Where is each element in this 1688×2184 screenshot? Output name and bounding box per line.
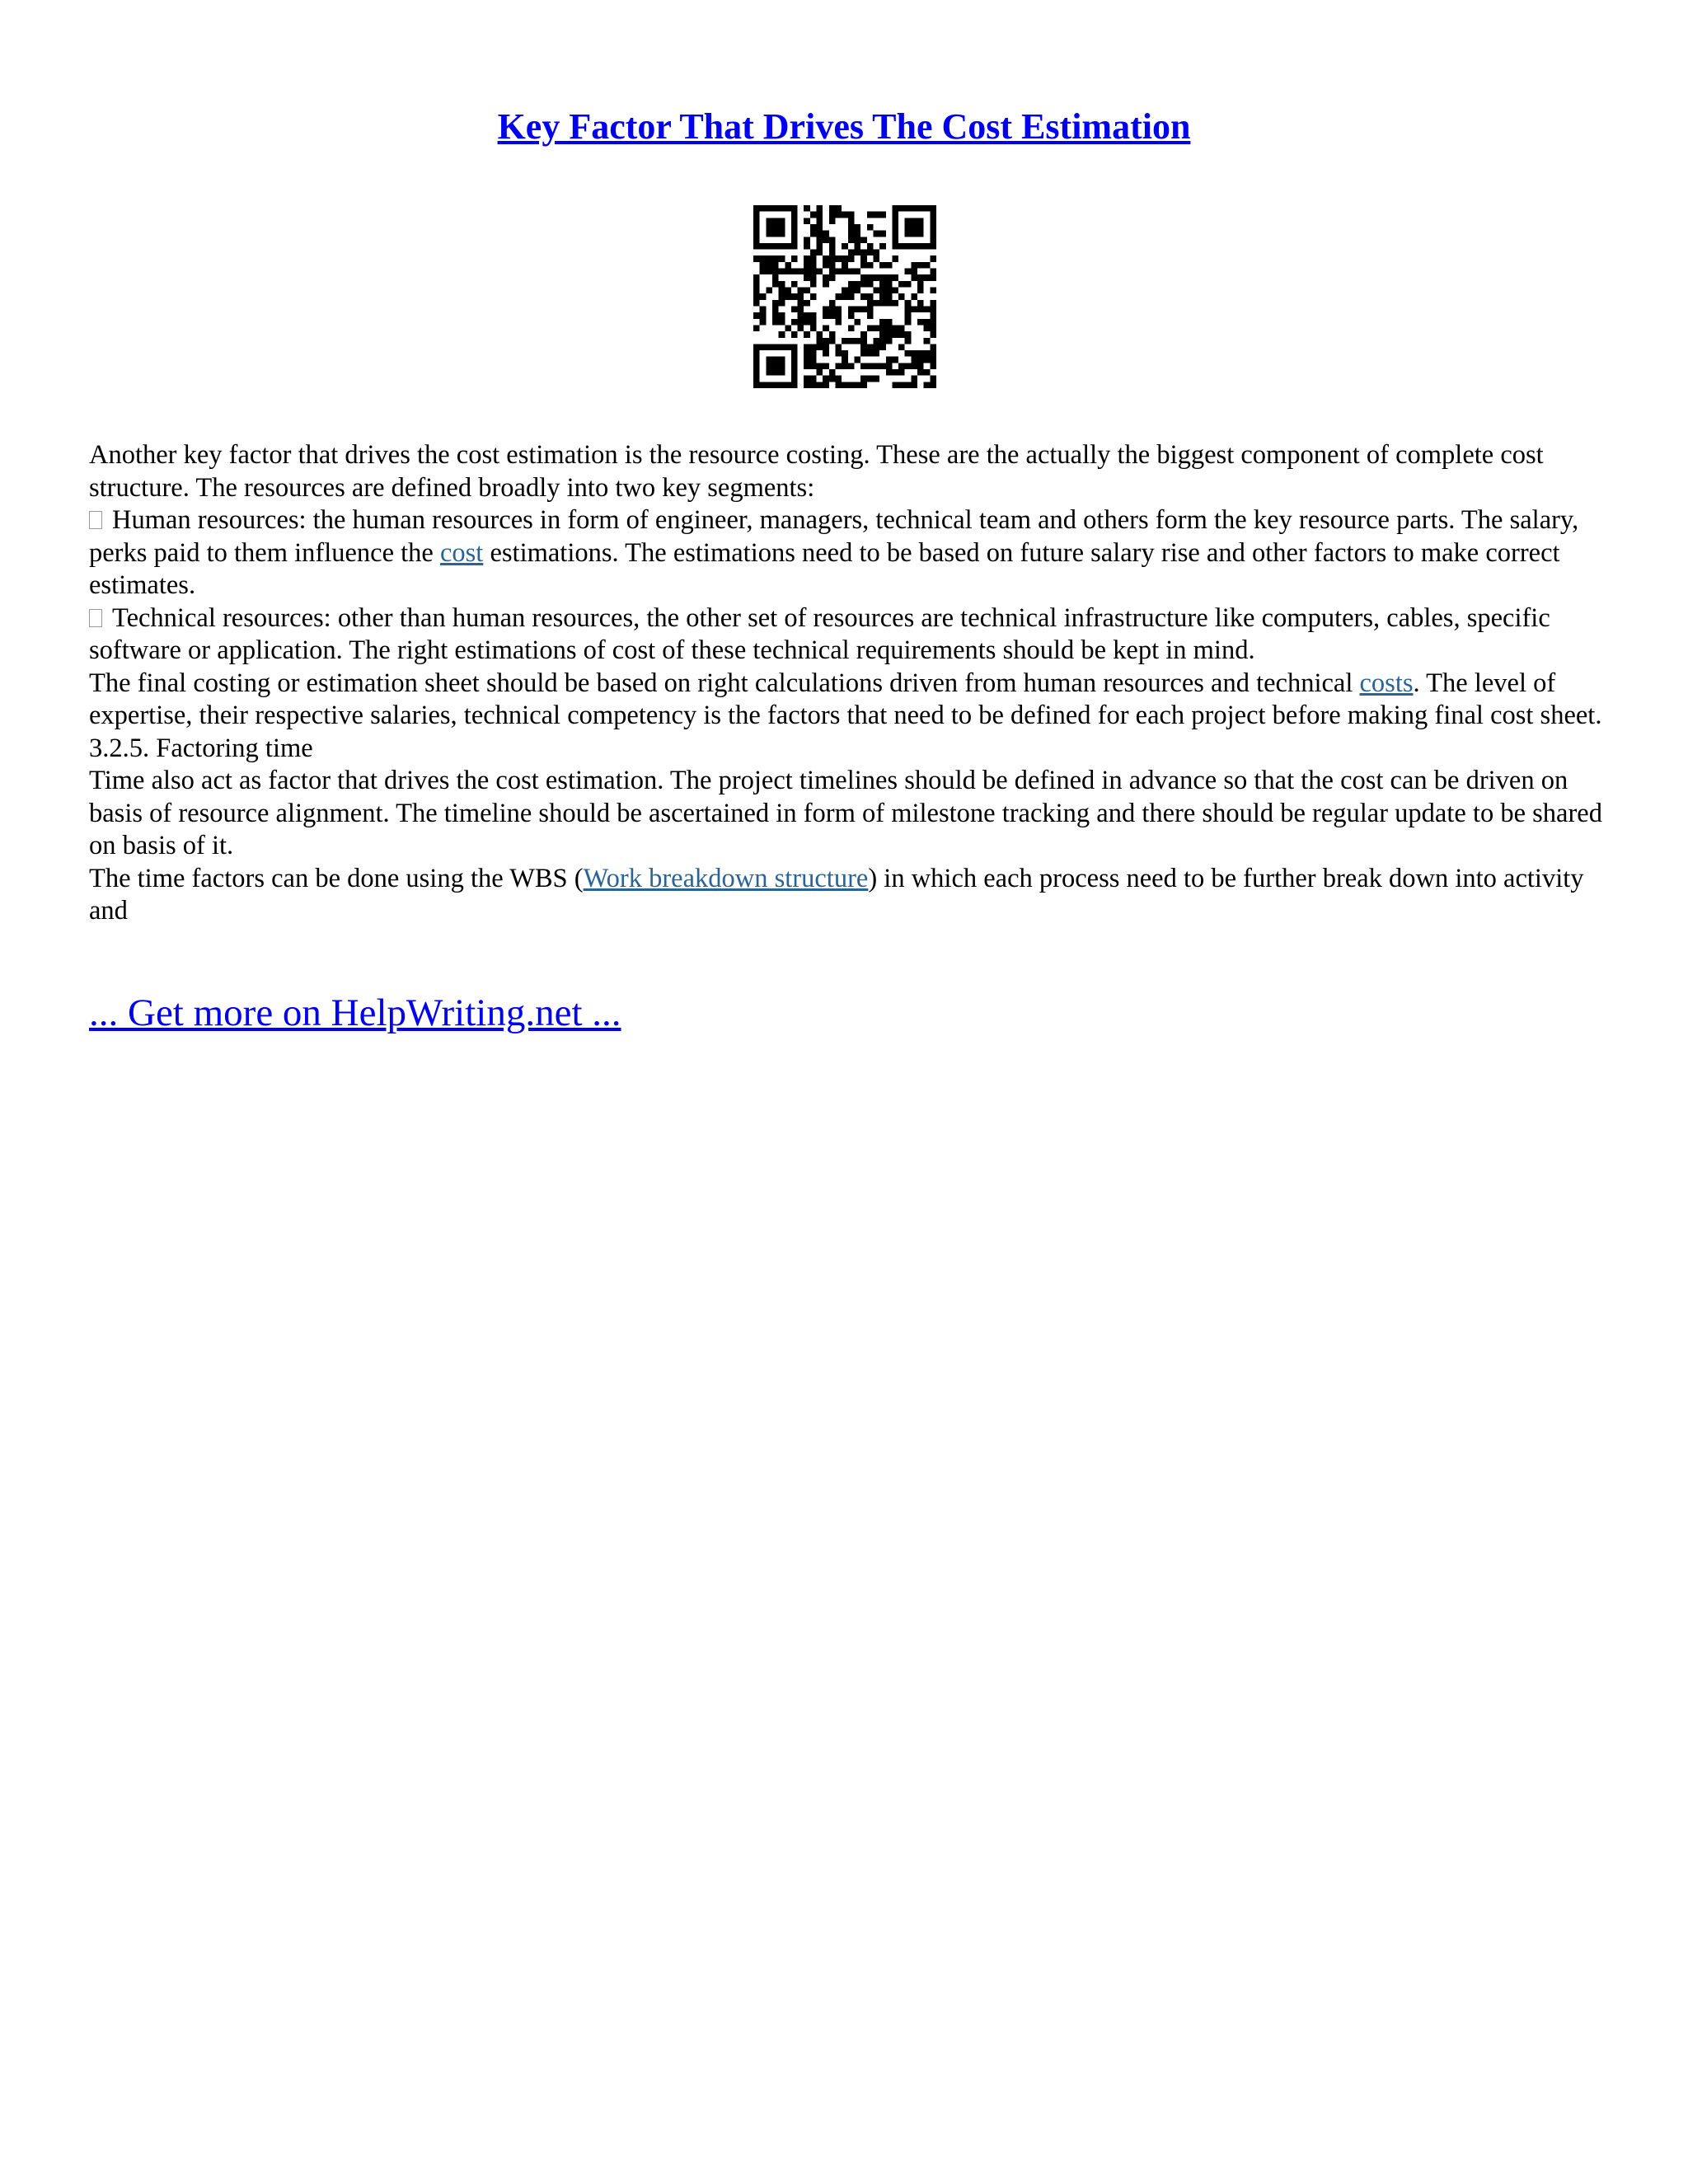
paragraph-time-factor: Time also act as factor that drives the cost estimation. The project timelines should be defined in advance so that the cost can be driven on basis of resource alignment. The timeline should be ascertained in form of milestone tracking and there should be regular update to be shared on basis of it. xyxy=(89,766,1602,860)
qr-code-icon xyxy=(753,205,936,388)
wbs-link[interactable]: Work breakdown structure xyxy=(583,863,869,893)
costs-link[interactable]: costs xyxy=(1359,668,1414,698)
title-container xyxy=(0,104,1688,150)
article-body xyxy=(89,439,1606,928)
get-more-link[interactable]: ... Get more on HelpWriting.net ... xyxy=(89,991,621,1034)
page-title-link[interactable]: Key Factor That Drives The Cost Estimation xyxy=(497,106,1191,147)
paragraph-human-resources: Human resources: the human resources in form of engineer, managers, technical team and others form the key resource parts. The salary, perks paid to them influence the cost estimations. The estimations need to be based on future salary rise and other factors to make correct estimates. xyxy=(89,505,1579,600)
paragraph-wbs: The time factors can be done using the WBS (Work breakdown structure) in which each process need to be further break down into activity and xyxy=(89,863,1584,926)
cost-link[interactable]: cost xyxy=(439,537,484,568)
bullet-box-icon xyxy=(89,511,102,529)
paragraph-technical-resources: Technical resources: other than human resources, the other set of resources are technical infrastructure like computers, cables, specific software or application. The right estimations of cost of these technical requirements should be kept in mind. xyxy=(89,602,1550,665)
section-heading-factoring-time: 3.2.5. Factoring time xyxy=(89,733,313,763)
paragraph-final-costing: The final costing or estimation sheet should be based on right calculations driven from human resources and technical costs. The level of expertise, their respective salaries, technical competency is the factors that need to be defined for each project before making final cost sheet. xyxy=(89,668,1602,730)
bullet-box-icon xyxy=(89,609,102,627)
paragraph-intro: Another key factor that drives the cost estimation is the resource costing. These are the actually the biggest component of complete cost structure. The resources are defined broadly into two key segments: xyxy=(89,440,1544,503)
